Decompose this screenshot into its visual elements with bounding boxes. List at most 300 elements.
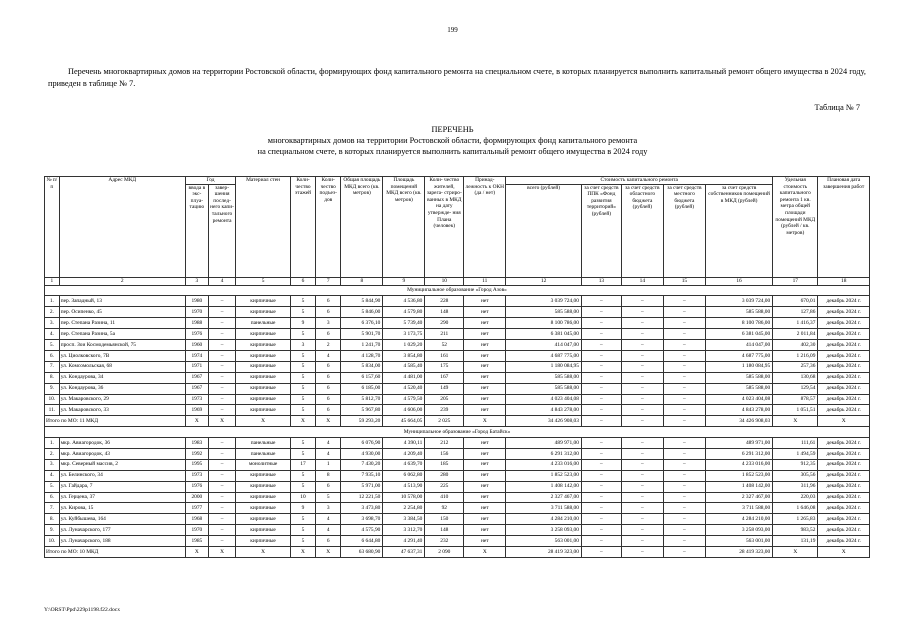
table-cell: 6 <box>316 481 341 492</box>
table-cell: 5 <box>290 405 315 416</box>
table-cell: 4 687 775,00 <box>506 350 582 361</box>
table-row <box>45 350 870 361</box>
total-cell: X <box>185 416 208 427</box>
total-cell: X <box>464 546 506 557</box>
table-cell: 1968 <box>185 514 208 525</box>
table-cell: 5 846,00 <box>341 307 383 318</box>
table-cell: – <box>663 361 705 372</box>
table-cell: 5 <box>290 372 315 383</box>
table-cell: 8 100 786,00 <box>506 318 582 329</box>
table-cell: 1970 <box>185 525 208 536</box>
table-cell: 5 <box>290 525 315 536</box>
table-cell: 414 047,00 <box>506 340 582 351</box>
total-cell: X <box>316 546 341 557</box>
table-cell: – <box>621 536 663 547</box>
table-row <box>45 383 870 394</box>
table-cell: 1969 <box>185 405 208 416</box>
table-cell: 92 <box>425 503 464 514</box>
table-cell: декабрь 2024 г. <box>818 448 870 459</box>
table-cell: 402,30 <box>773 340 818 351</box>
table-cell: 670,01 <box>773 296 818 307</box>
table-cell: 585 588,00 <box>705 383 772 394</box>
table-cell: 3 <box>316 503 341 514</box>
table-cell: 585 588,00 <box>506 372 582 383</box>
header-room-area: Площадь помещений МКД всего (кв. метров) <box>383 177 425 278</box>
column-index: 18 <box>818 277 870 285</box>
table-cell: – <box>663 536 705 547</box>
total-cell: X <box>208 546 235 557</box>
table-cell: кирпичные <box>236 514 291 525</box>
table-cell: 3. <box>45 318 60 329</box>
table-cell: 5 834,00 <box>341 361 383 372</box>
header-entrances: Коли- чество подъез- дов <box>316 177 341 278</box>
total-cell: – <box>621 416 663 427</box>
table-cell: пер. Степана Разина, 5а <box>59 329 185 340</box>
table-cell: 4 209,40 <box>383 448 425 459</box>
table-cell: 5 971,00 <box>341 481 383 492</box>
total-cell: – <box>663 546 705 557</box>
table-cell: 311,96 <box>773 481 818 492</box>
table-cell: – <box>208 438 235 449</box>
table-cell: 3 258 093,00 <box>705 525 772 536</box>
table-cell: декабрь 2024 г. <box>818 525 870 536</box>
table-cell: 5 <box>290 438 315 449</box>
table-cell: – <box>581 536 621 547</box>
table-cell: нет <box>464 405 506 416</box>
column-index: 3 <box>185 277 208 285</box>
table-cell: 3 473,80 <box>341 503 383 514</box>
table-cell: 5 <box>290 350 315 361</box>
total-cell: X <box>773 546 818 557</box>
table-cell: 148 <box>425 525 464 536</box>
column-index: 12 <box>506 277 582 285</box>
table-cell: 3 384,50 <box>383 514 425 525</box>
table-cell: 4 284 210,00 <box>506 514 582 525</box>
table-cell: 3 312,70 <box>383 525 425 536</box>
housing-register-table <box>44 176 870 558</box>
table-cell: кирпичные <box>236 492 291 503</box>
table-cell: 6 062,80 <box>383 470 425 481</box>
table-cell: 3 698,70 <box>341 514 383 525</box>
table-cell: – <box>621 361 663 372</box>
header-residents: Коли- чество жителей, зарега- стриро- ванных в МКД на дату утвержде- ния Плана (человек) <box>425 177 464 278</box>
table-cell: 111,61 <box>773 438 818 449</box>
table-cell: – <box>621 307 663 318</box>
table-label: Таблица № 7 <box>814 103 860 112</box>
table-cell: 5 <box>290 394 315 405</box>
table-cell: 257,36 <box>773 361 818 372</box>
table-cell: 10 <box>290 492 315 503</box>
table-cell: – <box>663 525 705 536</box>
table-cell: 280 <box>425 470 464 481</box>
header-cost-total: всего (рублей) <box>506 184 582 277</box>
table-cell: 6 <box>316 296 341 307</box>
table-cell: 4 023 404,08 <box>705 394 772 405</box>
table-cell: 1 416,37 <box>773 318 818 329</box>
table-cell: нет <box>464 459 506 470</box>
table-cell: 1980 <box>185 296 208 307</box>
table-cell: декабрь 2024 г. <box>818 492 870 503</box>
table-cell: 5 <box>290 481 315 492</box>
column-index: 5 <box>236 277 291 285</box>
table-cell: 4 843 278,00 <box>506 405 582 416</box>
table-cell: 156 <box>425 448 464 459</box>
table-cell: – <box>208 448 235 459</box>
table-cell: нет <box>464 296 506 307</box>
table-cell: 167 <box>425 372 464 383</box>
total-cell: 28 419 323,00 <box>705 546 772 557</box>
table-cell: – <box>621 481 663 492</box>
table-cell: 4. <box>45 329 60 340</box>
table-cell: 4 <box>316 514 341 525</box>
table-cell: 8 <box>316 470 341 481</box>
table-cell: – <box>621 514 663 525</box>
table-cell: 10 578,00 <box>383 492 425 503</box>
table-cell: 6. <box>45 350 60 361</box>
table-cell: 5 844,90 <box>341 296 383 307</box>
table-cell: – <box>621 350 663 361</box>
table-cell: – <box>208 459 235 470</box>
table-cell: панельные <box>236 318 291 329</box>
table-cell: 6 076,90 <box>341 438 383 449</box>
header-unit-cost: Удельная стоимость капитального ремонта 1 кв. метра общей площади помещений МКД (рублей / кв. метров) <box>773 177 818 278</box>
table-cell: – <box>621 372 663 383</box>
table-cell: 225 <box>425 481 464 492</box>
title-line-1: ПЕРЕЧЕНЬ <box>431 125 474 134</box>
table-row <box>45 394 870 405</box>
table-cell: – <box>663 459 705 470</box>
table-cell: – <box>581 394 621 405</box>
table-cell: декабрь 2024 г. <box>818 318 870 329</box>
page-number: 199 <box>447 26 458 34</box>
table-cell: 1974 <box>185 350 208 361</box>
table-cell: декабрь 2024 г. <box>818 470 870 481</box>
table-cell: – <box>208 405 235 416</box>
table-cell: – <box>208 318 235 329</box>
column-index: 7 <box>316 277 341 285</box>
table-cell: – <box>621 492 663 503</box>
table-cell: 1 241,70 <box>341 340 383 351</box>
column-index: 1 <box>45 277 60 285</box>
table-cell: 3 039 724,00 <box>506 296 582 307</box>
table-cell: 4 639,70 <box>383 459 425 470</box>
table-cell: кирпичные <box>236 470 291 481</box>
table-row <box>45 536 870 547</box>
table-cell: пер. Западный, 13 <box>59 296 185 307</box>
column-index: 17 <box>773 277 818 285</box>
table-cell: 6 <box>316 329 341 340</box>
table-cell: 563 001,00 <box>705 536 772 547</box>
header-cost-fund: за счет средств ППК «Фонд развития территорий» (рублей) <box>581 184 621 277</box>
table-cell: 3 039 724,00 <box>705 296 772 307</box>
table-cell: – <box>621 340 663 351</box>
table-cell: 410 <box>425 492 464 503</box>
table-cell: – <box>663 383 705 394</box>
table-cell: ул. Луначарского, 177 <box>59 525 185 536</box>
table-cell: 150 <box>425 514 464 525</box>
table-cell: нет <box>464 318 506 329</box>
table-cell: ул. Макаровского, 33 <box>59 405 185 416</box>
total-cell: X <box>185 546 208 557</box>
table-cell: – <box>621 296 663 307</box>
table-cell: – <box>581 492 621 503</box>
table-cell: ул. Гайдара, 7 <box>59 481 185 492</box>
table-cell: 1 029,20 <box>383 340 425 351</box>
header-year-repair: завер- шения послед- него капи- тального ремонта <box>208 184 235 277</box>
table-cell: 1 408 142,00 <box>705 481 772 492</box>
total-cell: 59 293,20 <box>341 416 383 427</box>
table-row <box>45 361 870 372</box>
table-cell: 17 <box>290 459 315 470</box>
table-cell: 1967 <box>185 383 208 394</box>
table-cell: – <box>663 394 705 405</box>
table-cell: 1977 <box>185 503 208 514</box>
table-cell: – <box>581 459 621 470</box>
table-cell: декабрь 2024 г. <box>818 394 870 405</box>
table-cell: 4 606,00 <box>383 405 425 416</box>
table-cell: нет <box>464 481 506 492</box>
table-cell: – <box>663 405 705 416</box>
column-index: 4 <box>208 277 235 285</box>
header-cost-owners: за счет средств собственников помещений в МКД (рублей) <box>705 184 772 277</box>
table-cell: 9. <box>45 383 60 394</box>
table-cell: кирпичные <box>236 394 291 405</box>
table-cell: кирпичные <box>236 361 291 372</box>
table-cell: 4 579,80 <box>383 307 425 318</box>
table-cell: – <box>208 536 235 547</box>
file-path-footer: Y:\ORST\Ppd\229p1198.f22.docx <box>44 607 121 613</box>
table-cell: 232 <box>425 536 464 547</box>
table-row <box>45 438 870 449</box>
table-cell: 2 254,80 <box>383 503 425 514</box>
table-cell: декабрь 2024 г. <box>818 361 870 372</box>
table-cell: 4 <box>316 438 341 449</box>
table-cell: ул. Куйбышева, 164 <box>59 514 185 525</box>
table-cell: – <box>663 329 705 340</box>
table-cell: кирпичные <box>236 481 291 492</box>
table-cell: 7 935,10 <box>341 470 383 481</box>
header-address: Адрес МКД <box>59 177 185 278</box>
table-cell: 4 <box>316 350 341 361</box>
table-cell: 6 <box>316 383 341 394</box>
table-cell: 1. <box>45 296 60 307</box>
column-index: 10 <box>425 277 464 285</box>
table-cell: нет <box>464 307 506 318</box>
table-row <box>45 448 870 459</box>
table-cell: 8. <box>45 514 60 525</box>
table-cell: 2000 <box>185 492 208 503</box>
table-cell: 239 <box>425 405 464 416</box>
table-cell: нет <box>464 372 506 383</box>
table-cell: нет <box>464 340 506 351</box>
table-cell: 12 221,50 <box>341 492 383 503</box>
table-cell: декабрь 2024 г. <box>818 383 870 394</box>
table-cell: 1970 <box>185 307 208 318</box>
table-cell: 3 <box>316 318 341 329</box>
table-cell: 10. <box>45 394 60 405</box>
table-cell: – <box>208 307 235 318</box>
table-cell: 175 <box>425 361 464 372</box>
table-cell: 1 <box>316 459 341 470</box>
table-cell: – <box>663 340 705 351</box>
section-row <box>45 427 870 438</box>
column-index: 8 <box>341 277 383 285</box>
table-cell: – <box>581 318 621 329</box>
column-index: 16 <box>705 277 772 285</box>
table-cell: 1971 <box>185 361 208 372</box>
table-cell: 2 327 467,00 <box>705 492 772 503</box>
table-cell: кирпичные <box>236 307 291 318</box>
table-cell: 3 173,75 <box>383 329 425 340</box>
table-cell: 5 <box>316 492 341 503</box>
table-cell: нет <box>464 536 506 547</box>
intro-paragraph: Перечень многоквартирных домов на территории Ростовской области, формирующих фонд капитального ремонта на специальном счете, в которых планируется выполнить капитальный ремонт общего имущества в 2024 году, приведен в таблице № 7. <box>48 67 866 88</box>
table-cell: ул. Кондаурова, 34 <box>59 372 185 383</box>
table-cell: кирпичные <box>236 405 291 416</box>
table-cell: 6 185,00 <box>341 383 383 394</box>
table-cell: нет <box>464 394 506 405</box>
table-cell: – <box>581 405 621 416</box>
table-cell: 585 588,00 <box>705 307 772 318</box>
table-cell: – <box>581 361 621 372</box>
table-cell: нет <box>464 514 506 525</box>
table-cell: 4 390,11 <box>383 438 425 449</box>
header-num: № п/п <box>45 177 60 278</box>
table-cell: 127,86 <box>773 307 818 318</box>
table-cell: кирпичные <box>236 350 291 361</box>
header-year: Год <box>185 177 235 185</box>
table-cell: – <box>663 307 705 318</box>
column-index: 15 <box>663 277 705 285</box>
table-cell: декабрь 2024 г. <box>818 307 870 318</box>
table-cell: – <box>663 470 705 481</box>
header-okn: Принад- лежность к ОКН (да / нет) <box>464 177 506 278</box>
table-cell: ул. Кирова, 15 <box>59 503 185 514</box>
table-cell: 2. <box>45 307 60 318</box>
table-cell: – <box>208 394 235 405</box>
table-cell: 3. <box>45 459 60 470</box>
table-cell: 6 <box>316 361 341 372</box>
table-cell: 4 481,00 <box>383 372 425 383</box>
table-cell: 3 <box>290 340 315 351</box>
table-cell: – <box>581 503 621 514</box>
table-cell: 228 <box>425 296 464 307</box>
table-row <box>45 459 870 470</box>
total-cell: – <box>581 416 621 427</box>
table-cell: 3 711 588,00 <box>705 503 772 514</box>
table-cell: – <box>621 383 663 394</box>
table-cell: – <box>621 438 663 449</box>
table-cell: – <box>663 350 705 361</box>
table-cell: ул. Макаровского, 29 <box>59 394 185 405</box>
table-cell: нет <box>464 361 506 372</box>
column-index: 6 <box>290 277 315 285</box>
table-cell: 1 646,08 <box>773 503 818 514</box>
table-cell: 4 579,50 <box>383 394 425 405</box>
table-row <box>45 514 870 525</box>
table-cell: 148 <box>425 307 464 318</box>
table-cell: нет <box>464 448 506 459</box>
table-cell: 489 971,00 <box>705 438 772 449</box>
table-cell: – <box>621 329 663 340</box>
table-row <box>45 340 870 351</box>
table-cell: – <box>621 503 663 514</box>
title-line-2: многоквартирных домов на территории Ростовской области, формирующих фонд капитального ремонта <box>267 136 638 145</box>
table-cell: – <box>663 438 705 449</box>
table-cell: 5 <box>290 307 315 318</box>
total-cell: X <box>773 416 818 427</box>
table-cell: 6 <box>316 372 341 383</box>
table-cell: 1 408 142,00 <box>506 481 582 492</box>
table-cell: 1 051,51 <box>773 405 818 416</box>
table-cell: декабрь 2024 г. <box>818 329 870 340</box>
total-cell: X <box>316 416 341 427</box>
table-cell: декабрь 2024 г. <box>818 514 870 525</box>
table-cell: – <box>581 296 621 307</box>
table-cell: – <box>581 307 621 318</box>
table-cell: – <box>208 372 235 383</box>
table-cell: 5 812,70 <box>341 394 383 405</box>
table-cell: ул. Герцена, 37 <box>59 492 185 503</box>
table-cell: кирпичные <box>236 383 291 394</box>
table-cell: – <box>208 481 235 492</box>
table-cell: 3 854,80 <box>383 350 425 361</box>
table-cell: – <box>208 503 235 514</box>
header-total-area: Общая площадь МКД всего (кв. метров) <box>341 177 383 278</box>
table-cell: 220,03 <box>773 492 818 503</box>
table-cell: 1983 <box>185 438 208 449</box>
table-cell: 6 <box>316 405 341 416</box>
table-cell: декабрь 2024 г. <box>818 438 870 449</box>
total-cell: X <box>290 416 315 427</box>
table-cell: 4 <box>316 525 341 536</box>
table-cell: 11. <box>45 405 60 416</box>
table-cell: ул. Циолковского, 7В <box>59 350 185 361</box>
table-cell: – <box>208 329 235 340</box>
table-cell: 4 233 016,00 <box>705 459 772 470</box>
table-cell: 9. <box>45 525 60 536</box>
table-cell: 5 967,80 <box>341 405 383 416</box>
table-cell: 1. <box>45 438 60 449</box>
table-cell: 5. <box>45 481 60 492</box>
document-title <box>0 124 905 157</box>
table-row <box>45 372 870 383</box>
table-cell: 2 327 467,00 <box>506 492 582 503</box>
table-cell: – <box>208 350 235 361</box>
table-cell: нет <box>464 470 506 481</box>
table-cell: 5 <box>290 383 315 394</box>
table-cell: 1 180 084,95 <box>705 361 772 372</box>
section-title: Муниципальное образование «Город Азов» <box>45 285 870 296</box>
table-cell: 1 216,09 <box>773 350 818 361</box>
column-index: 13 <box>581 277 621 285</box>
table-cell: – <box>208 361 235 372</box>
table-cell: мкр. Северный массив, 2 <box>59 459 185 470</box>
table-cell: 983,52 <box>773 525 818 536</box>
table-row <box>45 329 870 340</box>
total-label: Итого по МО: 11 МКД <box>45 416 186 427</box>
table-cell: мкр. Авиагородок, 36 <box>59 438 185 449</box>
table-cell: 1973 <box>185 470 208 481</box>
table-cell: декабрь 2024 г. <box>818 405 870 416</box>
table-cell: 6 <box>316 307 341 318</box>
table-cell: – <box>581 383 621 394</box>
table-cell: ул. Комсомольская, 68 <box>59 361 185 372</box>
header-plan-date: Плановая дата завершения работ <box>818 177 870 278</box>
table-cell: кирпичные <box>236 536 291 547</box>
table-cell: 4 233 016,00 <box>506 459 582 470</box>
table-cell: 9 <box>290 503 315 514</box>
